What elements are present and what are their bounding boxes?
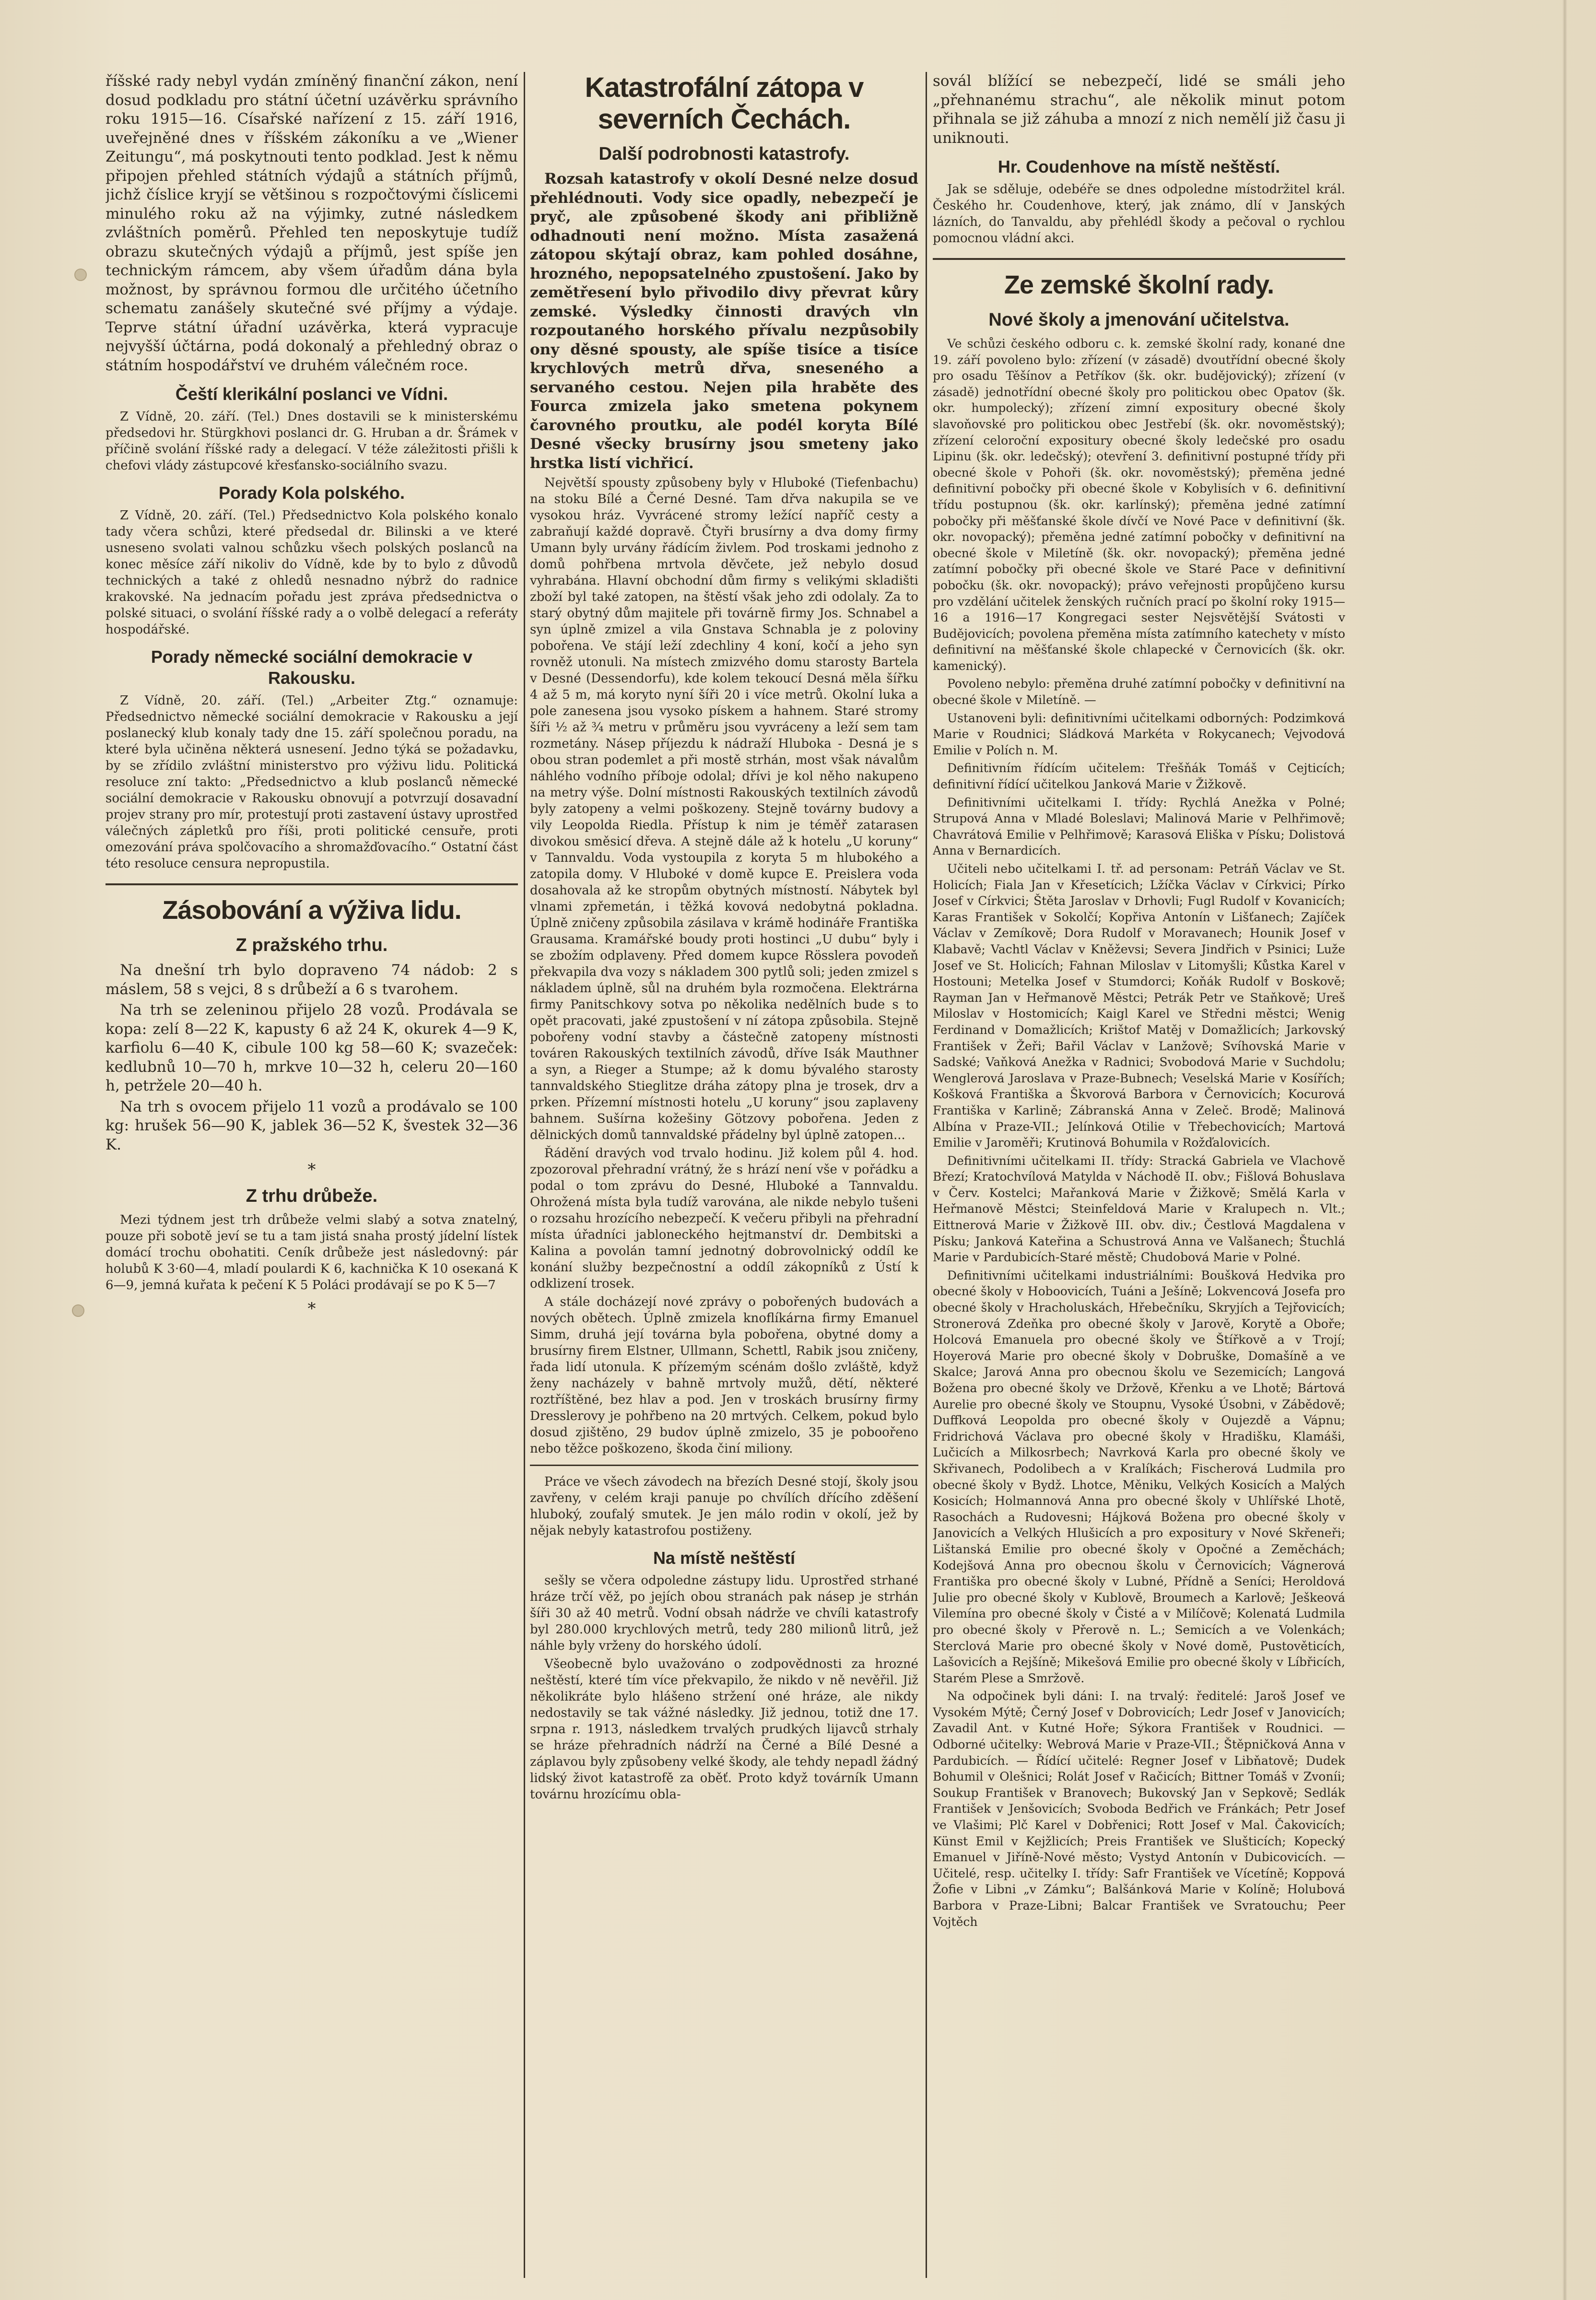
- article-paragraph: Povoleno nebylo: přeměna druhé zatímní pobočky v definitivní na obecné škole v Miletíně. —: [933, 677, 1345, 707]
- article-paragraph: Na odpočinek byli dáni: I. na trvalý: ředitelé: Jaroš Josef ve Vysokém Mýtě; Černý Josef v Dobrovicích; Ledr Josef v Janovicích; Zavadil Ant. v Kutné Hoře; Sýkora František v Roudnici. — Odborné učitelky: Webrová Marie v Praze-VII.; Štěpničková Anna v Pardubicích. — Řídící učitelé: Regner Josef v Libňatově; Dudek Bohumil v Olešnici; Rolát Josef v Račicích; Bittner Tomáš v Zvoníi; Soukup František v Branovech; Bukovský Jan v Sepkově; Sedlák František v Jenšovicích; Svoboda Bedřich ve Fránkách; Petr Josef ve Vlašimi; Plč Karel v Dobřenici; Rott Josef v Mal. Čakovicích; Künst Emil v Kejžlicích; Preis František ve Slušticích; Kopecký Emanuel v Jiříně-Nové město; Vystyd Antonín v Dubicovicích. — Učitelé, resp. učitelky I. třídy: Safr František ve Vícetíně; Koppová Žofie v Libni „v Zámku“; Balšánková Marie v Kolíně; Holubová Barbora v Praze-Libni; Balcar František ve Svratouchu; Peer Vojtěch: [933, 1689, 1345, 1929]
- section-divider: [530, 1465, 918, 1466]
- article-paragraph: Všeobecně bylo uvažováno o zodpovědnosti za hrozné neštěstí, které tím více překvapilo, že nikdo v ně nevěřil. Již několikráte bylo hlášeno stržení oné hráze, ale nikdy nedostavily se tak vážné následky. Již jednou, totiž dne 17. srpna r. 1913, následkem trvalých prudkých lijavců strhaly se hráze přehradních nádrží na Černé a Bílé Desné a záplavou byly způsobeny velké škody, ale tehdy nepadl žádný lidský život katastrofě za oběť. Proto když továrník Umann továrnu hrozícímu obla-: [530, 1657, 918, 1802]
- article-paragraph: sešly se včera odpoledne zástupy lidu. Uprostřed strhané hráze trčí věž, po jejích obou stranách pak násep je strhán šíři 30 až 40 metrů. Vodní obsah nádrže ve chvíli katastrofy byl 280.000 krychlových metrů, tedy 280 milionů litrů, jež náhle byly vrženy do horského údolí.: [530, 1573, 918, 1653]
- article-paragraph: Na trh s ovocem přijelo 11 vozů a prodávalo se 100 kg: hrušek 56—90 K, jablek 36—52 K, švestek 32—36 K.: [106, 1098, 518, 1153]
- lead-headline: Katastrofální zátopa v severních Čechách.: [585, 72, 864, 135]
- section-headline: Ze zemské školní rady.: [1004, 270, 1274, 299]
- article-subheadline: Další podrobnosti katastrofy.: [598, 144, 850, 164]
- column-rule: [926, 72, 927, 2278]
- section-headline: Zásobování a výživa lidu.: [162, 896, 461, 925]
- article-paragraph: sovál blížící se nebezpečí, lidé se smáli jeho „přehnanému strachu“, ale několik minut potom přihnala se již záhuba a mnozí z nich nemělí již času ji uniknouti.: [933, 72, 1345, 147]
- column-2: [530, 72, 918, 2297]
- punch-hole: [74, 269, 87, 281]
- article-paragraph: Řádění dravých vod trvalo hodinu. Již kolem půl 4. hod. zpozoroval přehradní vrátný, že s hrází není vše v pořádku a podal o tom zprávu do Desné, Hluboké a Tannvaldu. Ohrožená místa byla tudíž varována, ale nikde nebylo tušeni o rozsahu hrozícího nebezpečí. K večeru přibyli na přehradní místa úřadníci jabloneckého hejtmanství dr. Dembitski a Kalina a povolán tamní jednotný dobrovolnický oddíl ke konání služby bezpečnostní a oddíl zákopníků z Ústí k odklizení trosek.: [530, 1146, 918, 1291]
- article-paragraph: Definitivními učitelkami industriálními: Boušková Hedvika pro obecné školy v Hoboovicích, Tuáni a Ješíně; Lokvencová Josefa pro obecné školy v Hracholuskách, Hřebečníku, Skryjích a Tejřovicích; Stronerová Zdeňka pro obecné školy v Jarově, Korytě a Oboře; Holcová Emanuela pro obecné školy ve Štířkově a v Trojí; Hoyerová Marie pro obecné školy v Dobruške, Domašíně a ve Skalce; Jarová Anna pro obecnou školu ve Sezemicích; Langová Božena pro obecné školy ve Držově, Křenku a ve Lhotě; Bártová Aurelie pro obecné školy ve Stoupnu, Vysoké Úsobni, v Zábědově; Duffková Leopolda pro obecné školy v Oujezdě a Vápnu; Fridrichová Václava pro obecné školy v Hradišku, Klamáši, Lučicích a Milkosrbech; Navrková Karla pro obecné školy ve Skřivanech, Podolibech a v Kralíkách; Fischerová Ludmila pro obecné školy v Bydž. Lhotce, Měniku, Velkých Kosicích a Malých Kosicích; Holmannová Anna pro obecné školy v Uhlířské Lhotě, Rasochách a Rudovesni; Hájková Božena pro obecné školy v Janovicích a Velkých Hlušicích a pro expositury v Nové Skřeneři; Lištanská Emilie pro obecné školy v Opočné a Zeměchách; Kodejšová Anna pro obecnou školu v Černovicích; Vágnerová Františka pro obecné školy v Lubné, Přídně a Seníci; Heroldová Julie pro obecné školy v Kublově, Broumech a Karlově; Ješkeová Vilemína pro obecné školy v Čisté a v Milíčově; Kolenatá Ludmila pro obecné školy v Přerově n. L.; Semicích a ve Volenkách; Sterclová Marie pro obecné školy v Nové domě, Pustověticích, Lašovicích a Rejšíně; Mikešová Emilie pro obecné školy v Líbřicích, Starém Plese a Smržově.: [933, 1268, 1345, 1685]
- article-paragraph: Ve schůzi českého odboru c. k. zemské školní rady, konané dne 19. září povoleno bylo: zřízení (v zásadě) dvoutřídní obecné školy pro osadu Těšínov a Petříkov (šk. okr. budějovický); zřízení (v zásadě) jednotřídní obecné školy pro politickou obec Opatov (šk. okr. humpolecký); zřízení zimní expositury obecné školy slavoňovské pro politickou obec Jestřebí (šk. okr. novoměstský); zřízení celoroční expositury obecné školy ledečské pro osadu Lipinu (šk. okr. ledečský); otevření 3. definitivní postupné třídy při obecné škole v Pohoři (šk. okr. novoměstský); přeměna jedné definitivní pobočky při obecné škole v Kobylisích v 6. definitivní třídu postupnou (šk. okr. karlínský); přeměna jedné zatímní pobočky při měšťanské škole dívčí ve Nové Pace v definitivní (šk. okr. novopacký); přeměna jedné zatímní pobočky v definitivní na obecné škole v Miletíně (šk. okr. novopacký); přeměna jedné zatímní pobočky při obecné škole ve Staré Pace v definitivní pobočku (šk. okr. novopacký); právo veřejnosti propůjčeno kursu pro vzdělání učitelek ženských ručních prací po školní roky 1915—16 a 1916—17 Kongregaci sester Nejsvětější Svátosti v Budějovicích; povolena přeměna místa zatímního katechety v místo definitivní na měšťanské škole chlapecké v Černovicích (šk. okr. kamenický).: [933, 337, 1345, 673]
- article-subheadline: Nové školy a jmenování učitelstva.: [988, 310, 1290, 330]
- article-paragraph: Učiteli nebo učitelkami I. tř. ad personam: Petráň Václav ve St. Holicích; Fiala Jan v Křesetícich; Lžíčka Václav v Církvici; Pírko Josef v Církvici; Štěta Jaroslav v Drhovli; Fugl Rudolf v Kovanicích; Karas František v Sokolčí; Kopřiva Antonín v Lišťanech; Zajíček Václav v Zemíkově; Dora Rudolf v Moravanech; Hounik Josef v Klabavě; Vachtl Václav v Kněževsi; Severa Jindřich v Psinici; Luže Josef ve St. Holicích; Fahnan Miloslav v Litomyšli; Kůstka Karel v Hostouni; Metelka Josef v Stumdorci; Koňák Rudolf v Boskově; Rayman Jan v Heřmanově Městci; Petrák Petr ve Staňkově; Ureš Miloslav v Hostomicích; Kaigl Karel ve Středni městci; Wenig Ferdinand v Domažlicích; Krištof Matěj v Domažlicích; Jarkovský František v Žeři; Bařil Václav v Lanžově; Svíhovská Marie v Sadské; Vaňková Anežka v Radnici; Svobodová Marie v Suchdolu; Wenglerová Jaroslava v Praze-Bubnech; Veselská Marie v Kosířích; Košková Františka a Škvorová Barbora v Černovicích; Kocurová Františka v Karlině; Zábranská Anna v Zeleč. Brodě; Malinová Albína v Praze-VII.; Jelínková Otilie v Třebechovicích; Martová Emilie v Jaroměři; Krutinová Bohumila v Rožďalovicích.: [933, 862, 1345, 1150]
- article-paragraph: Práce ve všech závodech na březích Desné stojí, školy jsou zavřeny, v celém kraji panuje po chvílích dřícího zděšení hluboký, zoufalý smutek. Je jen málo rodin v okolí, jež by nějak nebyly katastrofou postiženy.: [530, 1475, 918, 1538]
- section-divider: [106, 883, 518, 885]
- article-paragraph: Jak se sděluje, odebéře se dnes odpoledne místodržitel král. Českého hr. Coudenhove, který, jak známo, dlí v Janských lázních, do Tanvaldu, aby přehlédl škody a pečoval o rychlou pomocnou vládní akci.: [933, 182, 1345, 246]
- column-rule: [524, 72, 525, 2278]
- separator-star: *: [307, 1299, 316, 1318]
- page-fold-shadow: [1562, 0, 1567, 2300]
- article-paragraph: Největší spousty způsobeny byly v Hluboké (Tiefenbachu) na stoku Bílé a Černé Desné. Tam dřva nakupila se ve vysokou hráz. Vyvrácené stromy ležící napříč cesty a zabraňují každé dopravě. Čtyři brusírny a dva domy firmy Umann byly urvány řádícím živlem. Pod troskami jednoho z domů pohřbena mrtvola děvčete, jež nebylo dosud vyhrabána. Hlavní obchodní dům firmy s velikými skladišti zboží byl také zatopen, na štěstí však jeho zdi odolaly. Za to starý obytný dům majitele při továrně firmy Jos. Schnabel a syn úplně zmizel a vila Gnstava Schnabla je z poloviny pobořena. Ve stájí leží zdechliny 4 koní, kočí a jeho syn rovněž utonuli. Na místech zmizvého domu starosty Bartela v Desné (Dessendorfu), kde kolem tekoucí Desná měla šířku 4 až 5 m, má koryto nyní šíři 20 i více metrů. Okolní luka a pole zanesena jsou vysoko pískem a hahnem. Staré stromy šíři ½ až ¾ metru v průměru jsou vyvráceny a leží sem tam rozmetány. Násep příjezdu k nádraží Hluboka - Desná je s obou stran podemlet a při mostě strhán, most však návalům náhlého vodního příboje odolal; dřívi je kol něho nakupeno na metry výše. Dolní místnosti Rakouských textilních závodů byly zatopeny a velmi poškozeny. Stejně továrny budovy a vily Leopolda Riedla. Přístup k nim je téměř zatarasen divokou směsicí dřeva. A stejně dále až k hotelu „U koruny“ v Tannvaldu. Voda vystoupila z koryta 5 m hlubokého a zatopila domy. V Hluboké v domě kupce E. Preislera voda dosahovala až ke stropům obytných místností. Nábytek byl vlnami zpřemetán, i těžká kovová nedobytná pokladna. Úplně zničeny způsobila zásilava v krámě hodináře Františka Grausama. Kramářské boudy proti hostinci „U dubu“ byly i se zbožím odplaveny. Před domem kupce Rösslera povodeň překvapila dva vozy s nákladem 300 pytlů soli; jeden zmizel s nákladem úplně, sůl na druhém byla rozmočena. Elektrárna firmy Panitschkovy sotva po několika nedělních bude s to opět pracovati, jaké zpustošení v ní zátopa způsobila. Stejně pobořeny vodní stavby a částečně zatopeny místnosti továren Rakouských textilních závodů, dříve Isák Mauthner a syn, a Rieger a Stumpe; až k domu bývalého starosty tannvaldského Stieglitze dráha zátopy plna je trosek, drv a prken. Přízemní místnosti hotelu „U koruny“ jsou zaplaveny bahnem. Sušírna kožešiny Götzovy pobořena. Jeden z dělnických domů tannvaldské přádelny byl úplně zatopen...: [530, 476, 918, 1142]
- article-headline: Z pražského trhu.: [235, 935, 388, 955]
- article-paragraph: Na dnešní trh bylo dopraveno 74 nádob: 2 s máslem, 58 s vejci, 8 s drůbeží a 6 s tvarohem.: [106, 962, 518, 998]
- article-paragraph: Z Vídně, 20. září. (Tel.) Předsednictvo Kola polského konalo tady včera schůzi, které předsedal dr. Bilinski a ve které usneseno svolati valnou schůzku všech polských poslanců na konec měsíce září nikoliv do Vídně, kde by to bylo z důvodů technických a také z ohledů nesnadno nýbrž do radnice krakovské. Na jednacím pořadu jest zpráva předsednictva o polské situaci, o svolání říšské rady a o volbě delegací a referáty hospodářské.: [106, 508, 518, 637]
- article-headline: Z trhu drůbeže.: [246, 1186, 378, 1206]
- article-headline: Porady německé sociální demokracie v Rakousku.: [151, 647, 473, 688]
- article-headline: Hr. Coudenhove na místě neštěstí.: [998, 157, 1280, 176]
- article-paragraph: říšské rady nebyl vydán zmíněný finanční zákon, není dosud podkladu pro státní účetní uzávěrku správního roku 1915—16. Císařské nařízení z 15. září 1916, uveřejněné dnes v říšském zákoníku a ve „Wiener Zeitungu“, má poskytnouti tento podklad. Jest k němu připojen přehled státních výdajů a státních příjmů, jichž číslice kryjí se většinou s rozpočtovými číslicemi minulého roku až na výjimky, zutné následkem zvláštních poměrů. Přehled ten neposkytuje tudíž obrazu skutečných výdajů a příjmů, jest spíše jen technickým rámcem, aby všem úřadům dána byla možnost, by správnou formou dle určitého účetního schematu zanášely skutečné své příjmy a výdaje. Teprve státní úřadní uzávěrka, která vypracuje nejvyšší účtárna, podá dokonalý a přehledný obraz o státním hospodářství ve druhém válečném roce.: [106, 72, 518, 374]
- article-paragraph: Z Vídně, 20. září. (Tel.) Dnes dostavili se k ministerskému předsedovi hr. Stürgkhovi poslanci dr. G. Hruban a dr. Šrámek v příčině svolání říšské rady a delegací. V téže záležitosti přišli k chefovi vlády zástupcové křesťansko-sociálního svazu.: [106, 410, 518, 473]
- article-headline: Porady Kola polského.: [218, 483, 405, 503]
- article-paragraph: Ustanoveni byli: definitivními učitelkami odborných: Podzimková Marie v Roudnici; Sládková Markéta v Rokycanech; Vejvodová Emilie v Polích n. M.: [933, 711, 1345, 757]
- article-paragraph: Z Vídně, 20. září. (Tel.) „Arbeiter Ztg.“ oznamuje: Předsednictvo německé sociální demokracie v Rakousku a její poslanecký klub konaly tady dne 15. září společnou poradu, na které byla učiněna některá usnesení. Jedno týká se požadavku, by se zřídilo zvláštní ministerstvo pro výživu lidu. Politická resoluce zní takto: „Předsednictvo a klub poslanců německé sociální demokracie v Rakousku obnovují a potvrzují dosavadní projev strany pro mír, protestují proti zastavení ústavy uprostřed válečných zápletků pro říši, proti politické censuře, proti omezování práva spolčovacího a shromažďovacího.“ Ostatní část této resoluce censura nepropustila.: [106, 693, 518, 871]
- article-paragraph: Na trh se zeleninou přijelo 28 vozů. Prodávala se kopa: zelí 8—22 K, kapusty 6 až 24 K, okurek 4—9 K, karfiolu 6—40 K, cibule 100 kg 58—60 K; svazeček: kedlubnů 10—70 h, mrkve 10—32 h, celeru 20—160 h, petrželе 20—40 h.: [106, 1001, 518, 1094]
- article-paragraph: A stále docházejí nové zprávy o pobořených budovách a nových obětech. Úplně zmizela knoflíkárna firmy Emanuel Simm, druhá její továrna byla pobořena, obytné domy a brusírny firem Elstner, Ullmann, Schettl, Rabik jsou zničeny, řada lidí utonula. K přízemým scénám došlo zvláště, když ženy nacházely v bahně mrtvoly mužů, dětí, některé roztříštěné, bez hlav a pod. Jen v troskách brusírny firmy Dresslerovy je pohřbeno na 20 mrtvých. Celkem, pokud bylo dosud zjištěno, 29 budov úplně zmizelo, 35 je poboořeno nebo těžce poškozeno, škoda činí miliony.: [530, 1295, 918, 1456]
- article-paragraph: Definitivními učitelkami I. třídy: Rychlá Anežka v Polné; Strupová Anna v Mladé Boleslavi; Malinová Marie v Pelhřimově; Chavrátová Emilie v Pelhřimově; Karasová Eliška v Písku; Dolistová Anna v Bernardicích.: [933, 795, 1345, 858]
- article-headline: Čeští klerikální poslanci ve Vídni.: [175, 384, 448, 404]
- section-divider: [933, 258, 1345, 260]
- article-paragraph: Mezi týdnem jest trh drůbeže velmi slabý a sotva znatelný, pouze při sobotě jeví se tu a tam jistá snaha prostý jídelní lístek domácí trochu obohatiti. Ceník drůbeže jest následovný: pár holubů K 3·60—4, mladí poulardi K 6, kachnička K 10 oseкaná K 6—9, jemná kuřata k pečení K 5 Poláci prodávají se po K 5—7: [106, 1213, 518, 1292]
- article-paragraph: Rozsah katastrofy v okolí Desné nelze dosud přehlédnouti. Vody sice opadly, nebezpečí je pryč, ale způsobené škody ani přibližně odhadnouti není možno. Místa zasažená zátopou skýtají obraz, kam pohled dosáhne, hrozného, nepopsatelného zpustošení. Jako by zemětřesení bylo přivodilo divy převrat kůry zemské. Výsledky činnosti dravých vln rozpoutaného horského přívalu nezpůsobily ony děsné spousty, ale spíše tisíce a tisíce krychlových metrů dřva, sneseného a servaného cestou. Nejen pila hraběte des Fourса zmizela jako smetena pokynem čarovného proutku, ale podél koryta Bílé Desné všecky brusírny jsou smeteny jako hrstka listí vichřicí.: [530, 170, 918, 472]
- column-1: [106, 72, 518, 2297]
- column-3: [933, 72, 1345, 2297]
- punch-hole: [72, 1304, 84, 1317]
- separator-star: *: [307, 1160, 316, 1179]
- article-paragraph: Definitivními učitelkami II. třídy: Stracká Gabriela ve Vlachově Březí; Kratochvílová Matylda v Náchodě II. obv.; Fišlová Bohuslava v Červ. Kostelci; Mařanková Marie v Žižkově; Smělá Karla v Heřmanově Městci; Steinfeldová Marie v Kralupech n. Vlt.; Eittnerová Marie v Žižkově III. obv. div.; Čestlová Magdalena v Písku; Janková Kateřina a Schustrová Anna ve Valšanech; Štuchlá Marie v Pardubicích-Staré městě; Chudobová Marie v Polné.: [933, 1153, 1345, 1265]
- article-headline: Na místě neštěstí: [653, 1548, 796, 1568]
- article-paragraph: Definitivním řídícím učitelem: Třešňák Tomáš v Cejticích; definitivní řídící učitelkou Janková Marie v Žižkově.: [933, 761, 1345, 792]
